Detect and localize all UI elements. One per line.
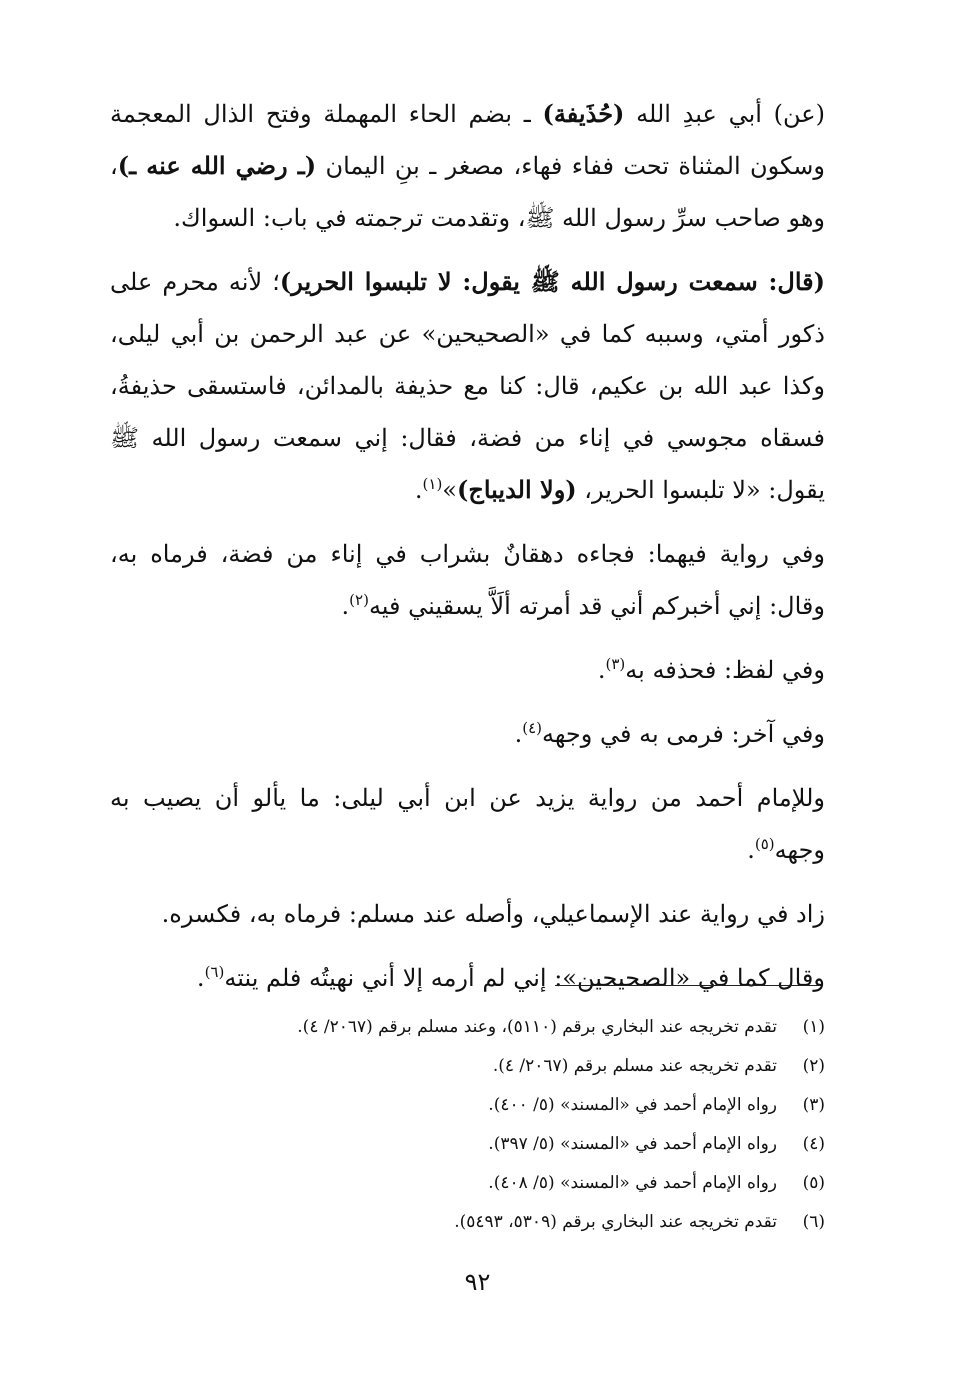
footnote-separator bbox=[555, 985, 820, 986]
paragraph bbox=[110, 88, 825, 244]
text-segment: وفي رواية فيهما: فجاءه دهقانٌ بشراب في إناء من فضة، فرماه به، وقال: إني أخبركم أني قد أمرته ألَاَّ يسقيني فيه bbox=[110, 540, 825, 620]
text-segment: زاد في رواية عند الإسماعيلي، وأصله عند مسلم: فرماه به، فكسره. bbox=[161, 900, 825, 928]
footnote bbox=[150, 1047, 825, 1086]
footnote-number: (٦) bbox=[802, 1212, 825, 1232]
footnote-text: رواه الإمام أحمد في «المسند» (٥/ ٤٠٨). bbox=[488, 1173, 777, 1193]
footnote-ref: (٥) bbox=[754, 835, 775, 853]
text-segment: ـ بضم الحاء المهملة وفتح الذال المعجمة وسكون المثناة تحت ففاء فهاء، مصغر ـ بنِ اليمان bbox=[110, 100, 826, 180]
footnote-text: رواه الإمام أحمد في «المسند» (٥/ ٣٩٧). bbox=[488, 1134, 777, 1154]
text-segment: ؛ لأنه محرم على ذكور أمتي، وسببه كما في «الصحيحين» عن عبد الرحمن بن أبي ليلى، وكذا عبد الله بن عكيم، قال: كنا مع حذيفة بالمدائن، فاستسقى حذيفةُ، فسقاه مجوسي في إناء من فضة، فقال: إني سمعت رسول الله ﷺ يقول: «لا تلبسوا الحرير، bbox=[110, 268, 825, 504]
footnote-ref: (٤) bbox=[522, 719, 542, 737]
text-segment: . bbox=[196, 964, 205, 992]
bold-text: (حُذَيفة) bbox=[542, 99, 625, 128]
text-segment: وللإمام أحمد من رواية يزيد عن ابن أبي ليلى: ما يألو أن يصيب به وجهه bbox=[110, 784, 826, 864]
paragraph bbox=[110, 708, 825, 760]
paragraph bbox=[110, 952, 825, 1004]
bold-text: (ـ رضي الله عنه ـ) bbox=[117, 151, 317, 180]
text-segment: وفي آخر: فرمى به في وجهه bbox=[542, 720, 825, 748]
footnote-text: تقدم تخريجه عند مسلم برقم (٢٠٦٧/ ٤). bbox=[492, 1056, 777, 1076]
text-segment: . bbox=[597, 656, 606, 684]
paragraph bbox=[110, 888, 825, 940]
footnote-ref: (٦) bbox=[204, 963, 225, 981]
text-segment: . bbox=[414, 476, 423, 504]
page-number: ٩٢ bbox=[464, 1268, 491, 1296]
footnote-number: (١) bbox=[802, 1017, 825, 1037]
footnote-ref: (٢) bbox=[349, 591, 369, 609]
footnote bbox=[150, 1164, 825, 1203]
text-segment: وفي لفظ: فحذفه به bbox=[625, 656, 825, 684]
footnote bbox=[150, 1086, 825, 1125]
paragraph bbox=[110, 772, 825, 876]
paragraph bbox=[110, 644, 825, 696]
footnote-number: (٢) bbox=[802, 1056, 825, 1076]
footnote-number: (٤) bbox=[802, 1134, 825, 1154]
text-segment: وقال كما في «الصحيحين»: إني لم أرمه إلا أني نهيتُه فلم ينته bbox=[224, 964, 825, 992]
paragraph bbox=[110, 528, 825, 632]
paragraph bbox=[110, 256, 825, 516]
main-text bbox=[110, 88, 825, 1016]
footnote-ref: (١) bbox=[422, 475, 443, 493]
footnote-number: (٥) bbox=[802, 1173, 825, 1193]
text-segment: » bbox=[442, 476, 457, 504]
footnote-text: تقدم تخريجه عند البخاري برقم (٥١١٠)، وعند مسلم برقم (٢٠٦٧/ ٤). bbox=[297, 1017, 777, 1037]
footnote-number: (٣) bbox=[802, 1095, 825, 1115]
footnote-text: تقدم تخريجه عند البخاري برقم (٥٣٠٩، ٥٤٩٣). bbox=[454, 1212, 777, 1232]
footnotes bbox=[150, 1008, 825, 1242]
text-segment: ، وهو صاحب سرِّ رسول الله ﷺ، وتقدمت ترجمته في باب: السواك. bbox=[110, 152, 825, 232]
text-segment: . bbox=[514, 720, 523, 748]
footnote-ref: (٣) bbox=[605, 655, 626, 673]
footnote-text: رواه الإمام أحمد في «المسند» (٥/ ٤٠٠). bbox=[488, 1095, 777, 1115]
footnote bbox=[150, 1008, 825, 1047]
text-segment: . bbox=[747, 836, 755, 864]
footnote bbox=[150, 1125, 825, 1164]
text-segment: . bbox=[341, 592, 350, 620]
text-segment: (عن) أبي عبدِ الله bbox=[624, 100, 825, 128]
bold-text: (ولا الديباج) bbox=[456, 475, 577, 504]
footnote bbox=[150, 1203, 825, 1242]
bold-text: (قال: سمعت رسول الله ﷺ يقول: لا تلبسوا الحرير) bbox=[279, 267, 825, 296]
